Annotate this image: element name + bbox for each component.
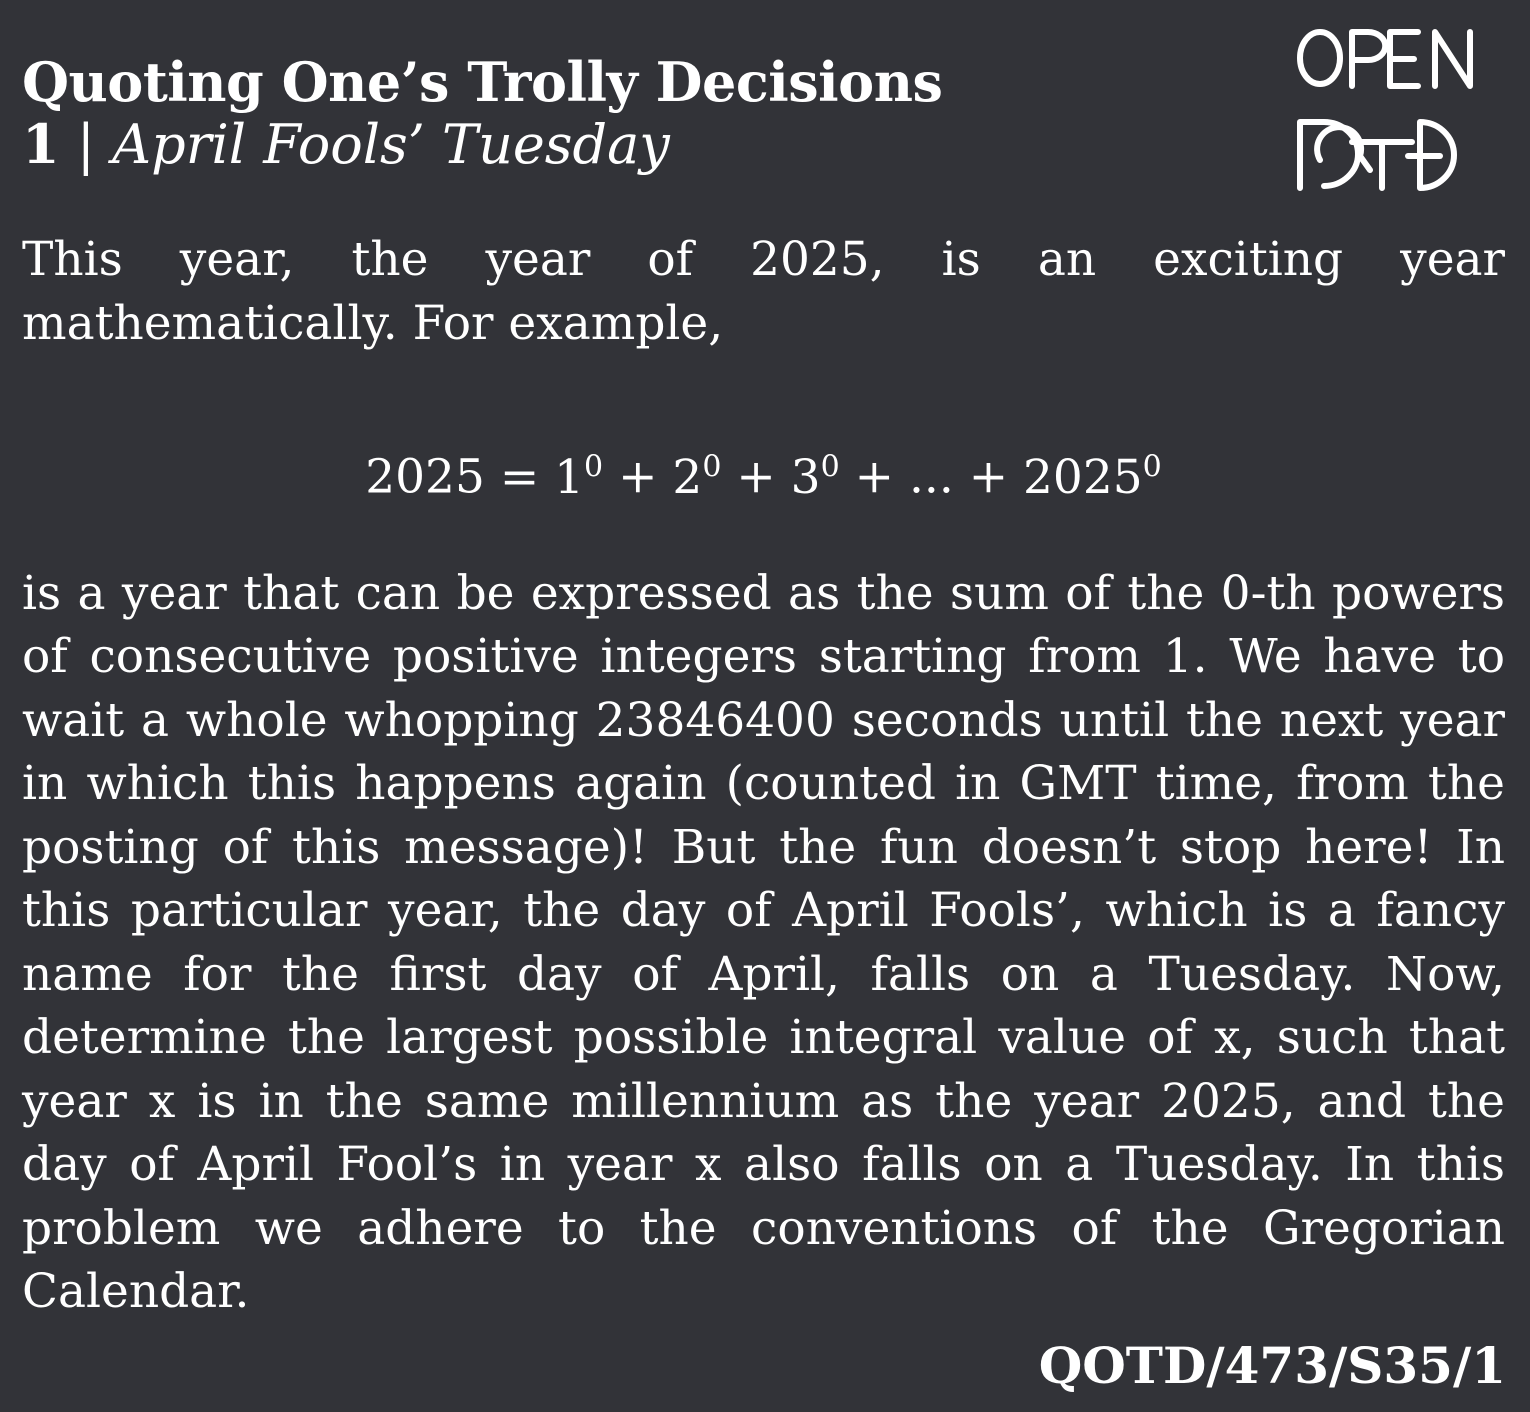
equation-plus: + bbox=[839, 449, 909, 505]
problem-subtitle bbox=[22, 114, 1222, 175]
equation-term: $3^0$ bbox=[790, 449, 840, 505]
problem-name: April Fools’ Tuesday bbox=[112, 113, 670, 176]
problem-body bbox=[22, 228, 1505, 1324]
equation-term: ... bbox=[908, 449, 954, 505]
page-title: Quoting One’s Trolly Decisions bbox=[22, 50, 943, 114]
header bbox=[22, 50, 1222, 175]
equation-lhs: 2025 bbox=[365, 449, 485, 505]
problem-code: QOTD/473/S35/1 bbox=[1038, 1336, 1506, 1395]
equation-term: $2^0$ bbox=[672, 449, 722, 505]
subtitle-separator: | bbox=[76, 113, 95, 176]
equation-plus: + bbox=[721, 449, 791, 505]
problem-number: 1 bbox=[22, 112, 60, 176]
intro-paragraph: This year, the year of 2025, is an exciting year mathematically. For example, bbox=[22, 232, 1505, 351]
equation-term: $1^0$ bbox=[554, 449, 604, 505]
main-paragraph: is a year that can be expressed as the sum of the 0-th powers of consecutive positive integers starting from 1. We have to wait a whole whopping 23846400 seconds until the next year in which this happens again (counted in GMT time, from the posting of this message)! But the fun doesn’t stop here! In this particular year, the day of April Fools’, which is a fancy name for the first day of April, falls on a Tuesday. Now, determine the largest possible integral value of x, such that year x is in the same millennium as the year 2025, and the day of April Fool’s in year x also falls on a Tuesday. In this problem we adhere to the conventions of the Gregorian Calendar. bbox=[22, 565, 1505, 1320]
equation-equals: = bbox=[484, 449, 555, 505]
equation-plus: + bbox=[603, 449, 673, 505]
equation bbox=[22, 437, 1505, 508]
equation-term: 2025$^0$ bbox=[1023, 449, 1162, 505]
equation-plus: + bbox=[953, 449, 1024, 505]
open-qotd-logo-icon bbox=[1290, 22, 1500, 192]
